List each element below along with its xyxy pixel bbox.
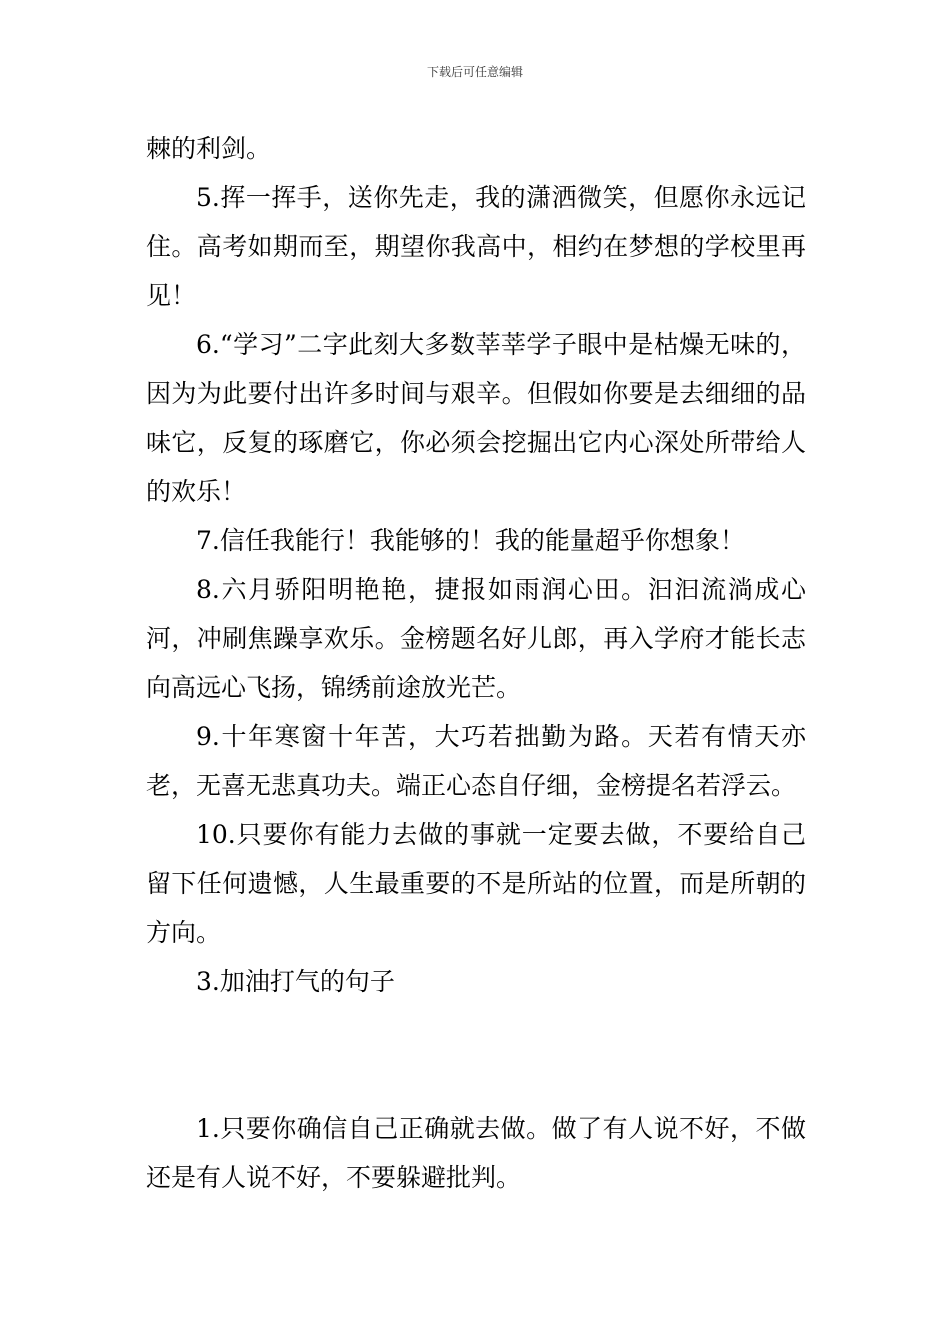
paragraph-item-5: 5.挥一挥手，送你先走，我的潇洒微笑，但愿你永远记住。高考如期而至，期望你我高中，相约在梦想的学校里再见！ xyxy=(146,183,806,310)
paragraph-item-8: 8.六月骄阳明艳艳，捷报如雨润心田。汩汩流淌成心河，冲刷焦躁享欢乐。金榜题名好儿郎，再入学府才能长志向高远心飞扬，锦绣前途放光芒。 xyxy=(146,575,806,702)
section-heading: 3.加油打气的句子 xyxy=(196,967,395,996)
document-body xyxy=(146,124,806,1202)
paragraph-item-1: 1.只要你确信自己正确就去做。做了有人说不好，不做还是有人说不好，不要躲避批判。 xyxy=(146,1114,806,1192)
paragraph-item-7: 7.信任我能行！我能够的！我的能量超乎你想象！ xyxy=(196,526,745,555)
paragraph-item-10: 10.只要你有能力去做的事就一定要去做，不要给自己留下任何遗憾，人生最重要的不是所站的位置，而是所朝的方向。 xyxy=(146,820,806,947)
page-header: 下载后可任意编辑 xyxy=(426,65,523,79)
paragraph-item-9: 9.十年寒窗十年苦，大巧若拙勤为路。天若有情天亦老，无喜无悲真功夫。端正心态自仔细，金榜提名若浮云。 xyxy=(146,722,806,800)
paragraph-item-6: 6.“学习”二字此刻大多数莘莘学子眼中是枯燥无味的，因为为此要付出许多时间与艰辛。但假如你要是去细细的品味它，反复的琢磨它，你必须会挖掘出它内心深处所带给人的欢乐！ xyxy=(146,330,806,506)
blank-space xyxy=(146,1006,806,1104)
paragraph-continuation: 棘的利剑。 xyxy=(146,134,272,163)
